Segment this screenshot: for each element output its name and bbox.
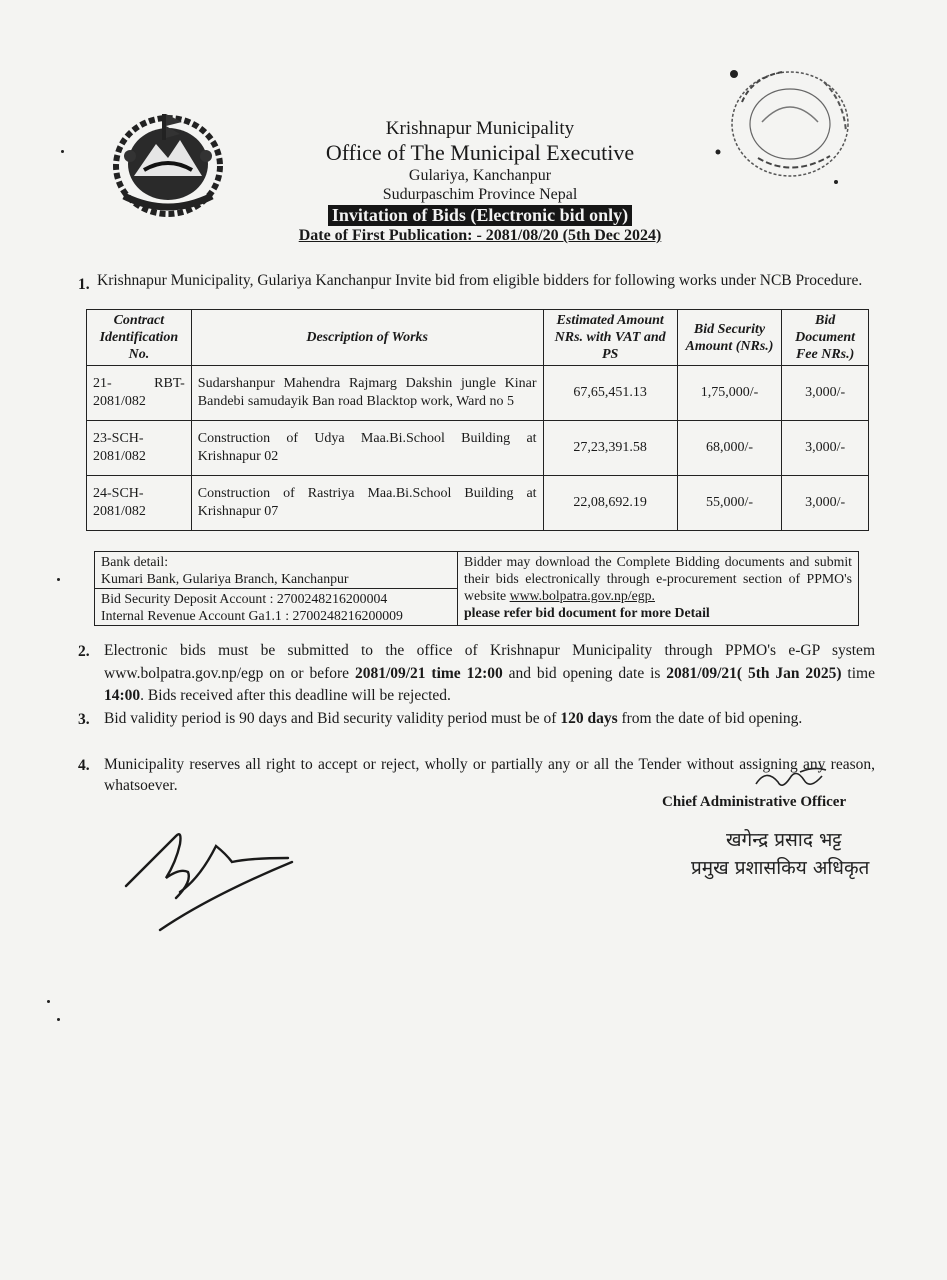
bank-branch: Kumari Bank, Gulariya Branch, Kanchanpur <box>101 571 349 586</box>
bank-detail-title: Bank detail: <box>101 554 169 569</box>
column-header: Bid Document Fee NRs.) <box>782 310 869 366</box>
security-validity-days: 120 days <box>560 710 618 727</box>
item-4-text: Municipality reserves all right to accept or reject, wholly or partially any or all the Tender without assigning any reason, whatsoever. <box>104 756 875 794</box>
bid-security: 55,000/- <box>677 476 781 531</box>
invitation-title: Invitation of Bids (Electronic bid only) <box>328 205 632 226</box>
submission-deadline: 2081/09/21 time 12:00 <box>354 664 503 682</box>
signatory-title: Chief Administrative Officer <box>662 794 847 810</box>
office-address: Gulariya, Kanchanpur <box>408 167 552 184</box>
contract-id: 24-SCH-2081/082 <box>87 476 192 531</box>
revenue-account: Internal Revenue Account Ga1.1 : 2700248216200009 <box>101 608 403 623</box>
account-info-cell <box>95 589 458 626</box>
scan-speck <box>61 150 64 153</box>
work-description: Construction of Rastriya Maa.Bi.School Building at Krishnapur 07 <box>191 476 543 531</box>
scan-speck <box>57 1018 60 1021</box>
municipality-name: Krishnapur Municipality <box>385 118 575 139</box>
works-table <box>86 309 869 531</box>
estimated-amount: 67,65,451.13 <box>543 366 677 421</box>
work-description: Construction of Udya Maa.Bi.School Building at Krishnapur 02 <box>191 421 543 476</box>
item-number: 1. <box>78 276 90 293</box>
item-number: 2. <box>78 643 90 660</box>
item-1-text: Krishnapur Municipality, Gulariya Kanchanpur Invite bid from eligible bidders for following works under NCB Procedure. <box>97 272 863 289</box>
opening-date: 2081/09/21( 5th Jan 2025) <box>666 664 842 682</box>
bid-fee: 3,000/- <box>782 421 869 476</box>
contract-id: 23-SCH-2081/082 <box>87 421 192 476</box>
download-info-cell <box>458 552 859 626</box>
refer-bid-document: please refer bid document for more Detail <box>464 605 710 620</box>
column-header: Bid Security Amount (NRs.) <box>677 310 781 366</box>
opening-time: 14:00 <box>104 687 141 704</box>
document-header <box>200 118 760 246</box>
office-name: Office of The Municipal Executive <box>325 140 635 165</box>
item-number: 4. <box>78 757 90 774</box>
bank-detail-table <box>94 551 859 626</box>
bid-fee: 3,000/- <box>782 366 869 421</box>
column-header: Estimated Amount NRs. with VAT and PS <box>543 310 677 366</box>
column-header: Description of Works <box>191 310 543 366</box>
item-number: 3. <box>78 711 90 728</box>
estimated-amount: 22,08,692.19 <box>543 476 677 531</box>
table-header-row <box>87 310 869 366</box>
table-row <box>87 421 869 476</box>
bank-info-cell <box>95 552 458 589</box>
office-province: Sudurpaschim Province Nepal <box>382 186 578 203</box>
contract-id: 21- RBT-2081/082 <box>87 366 192 421</box>
scan-speck <box>47 1000 50 1003</box>
column-header: Contract Identification No. <box>87 310 192 366</box>
table-row <box>87 476 869 531</box>
bid-security: 68,000/- <box>677 421 781 476</box>
work-description: Sudarshanpur Mahendra Rajmarg Dakshin jungle Kinar Bandebi samudayik Ban road Blacktop work, Ward no 5 <box>191 366 543 421</box>
officer-title-stamp: प्रमुख प्रशासकिय अधिकृत <box>691 857 870 879</box>
table-row <box>87 366 869 421</box>
item-3-text: Bid validity period is 90 days and Bid security validity period must be of 120 days from the date of bid opening. <box>104 710 803 727</box>
download-text: Bidder may download the Complete Bidding documents and submit their bids electronically through e-procurement section of PPMO's website <box>464 554 852 603</box>
bolpatra-link[interactable]: www.bolpatra.gov.np/egp. <box>509 588 655 603</box>
scan-speck <box>57 578 60 581</box>
officer-name-stamp: खगेन्द्र प्रसाद भट्ट <box>726 829 842 851</box>
officer-signature <box>752 764 832 798</box>
deposit-account: Bid Security Deposit Account : 2700248216200004 <box>101 591 388 606</box>
handwritten-initials <box>120 822 300 934</box>
item-2-text: Electronic bids must be submitted to the office of Krishnapur Municipality through PPMO's e-GP system www.bolpatra.gov.np/egp on or before 2081/09/21 time 12:00 and bid opening date is 2081/09/21( 5th Jan 2025) time 14:00. Bids received after this deadline will be rejected. <box>104 642 875 704</box>
publication-date: Date of First Publication: - 2081/08/20 (5th Dec 2024) <box>298 227 662 244</box>
bid-fee: 3,000/- <box>782 476 869 531</box>
estimated-amount: 27,23,391.58 <box>543 421 677 476</box>
bid-security: 1,75,000/- <box>677 366 781 421</box>
